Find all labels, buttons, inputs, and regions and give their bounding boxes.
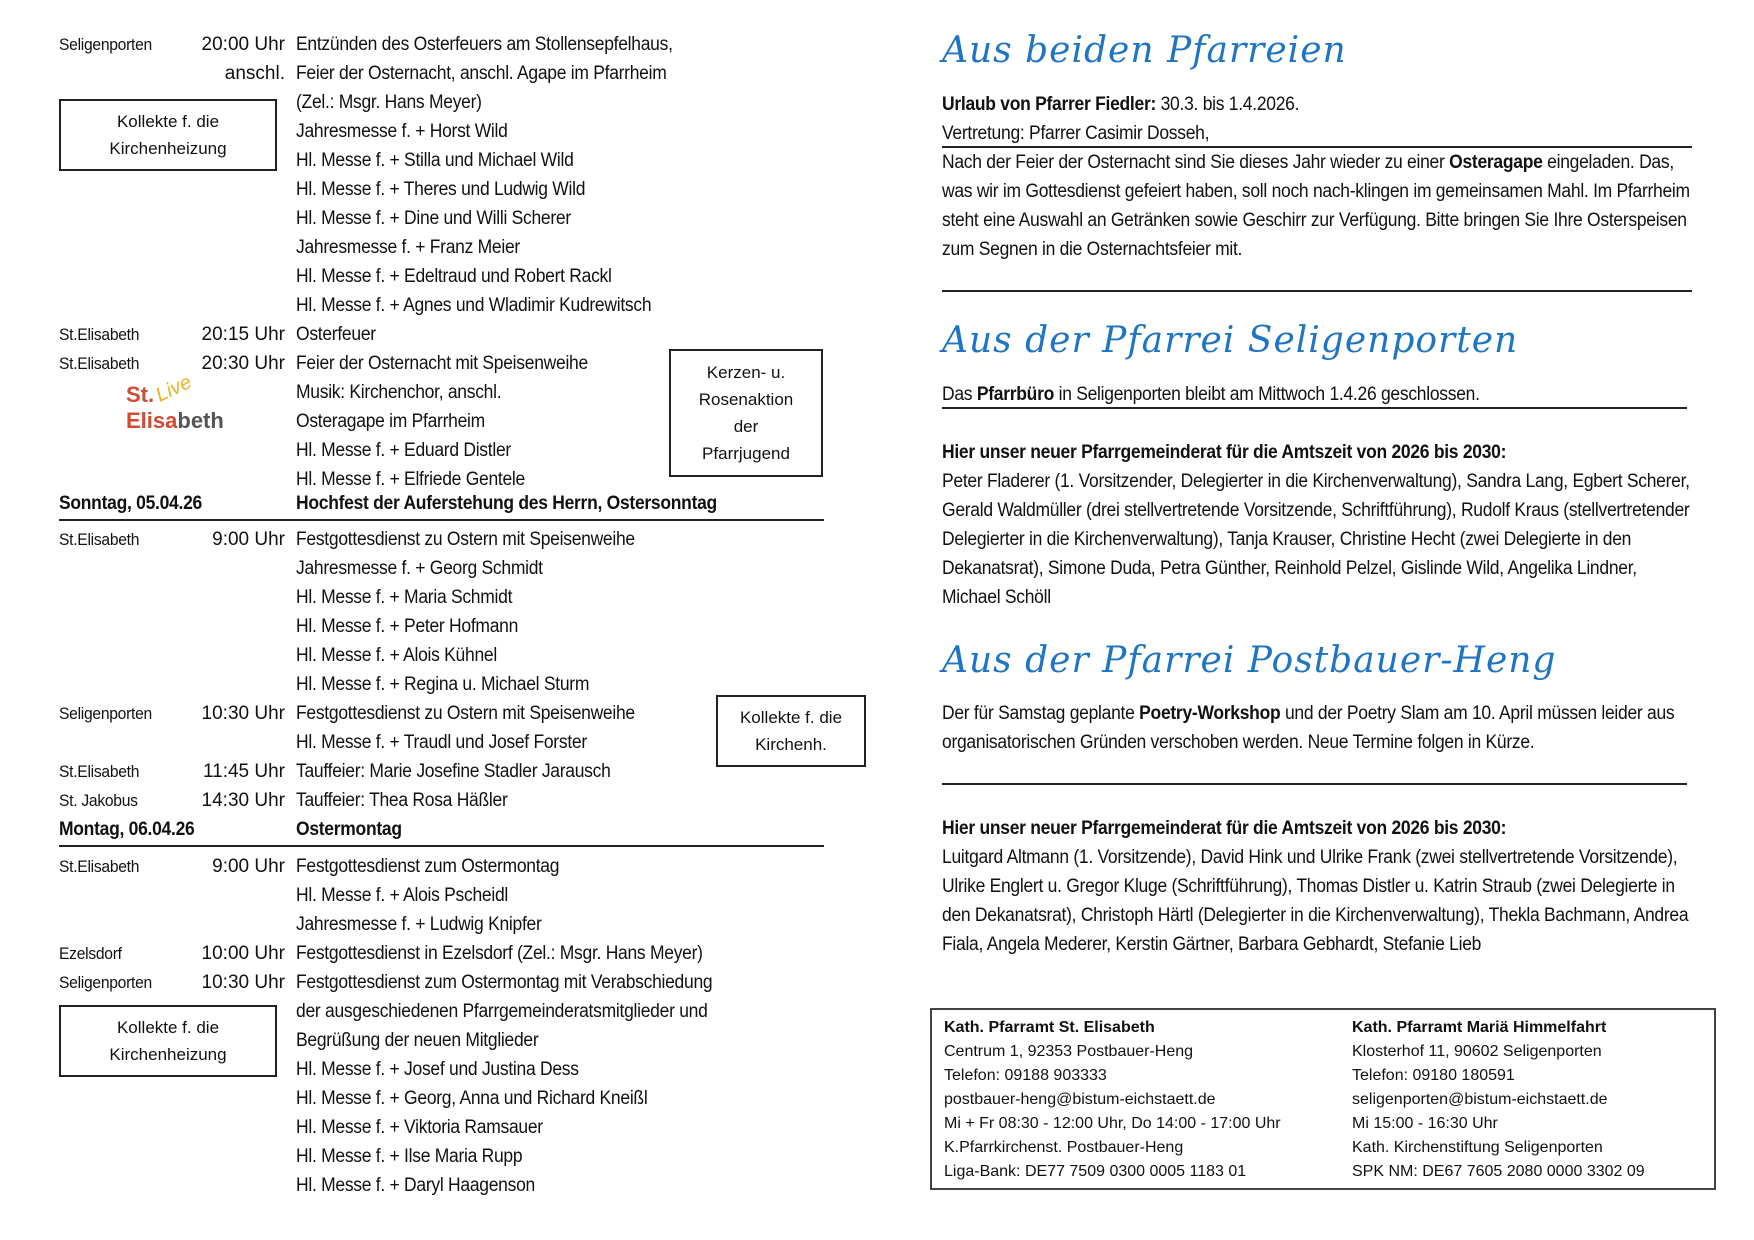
row-text: Begrüßung der neuen Mitglieder xyxy=(296,1030,539,1051)
contact-title: Kath. Pfarramt Mariä Himmelfahrt xyxy=(1352,1019,1607,1036)
pgr-text-seligenporten: Peter Fladerer (1. Vorsitzender, Delegierter in die Kirchenverwaltung), Sandra Lang, Egbert Scherer, Gerald Waldmüller (drei stellvertretende Vorsitzende, Schriftführung), Rudolf Kraus (stellvertretender Delegierter in die Kirchenverwaltung), Tanja Krauser, Christine Hecht (zwei Delegierte in den Dekanatsrat), Simone Duda, Petra Günther, Reinhold Pelzel, Gislinde Wild, Angelika Lindner, Michael Schöll xyxy=(942,471,1690,608)
pfarrbuero-line xyxy=(942,380,1480,409)
row-text: Osterfeuer xyxy=(296,324,376,345)
st-elisabeth-logo xyxy=(126,371,226,440)
buero-bold: Pfarrbüro xyxy=(976,384,1055,405)
contact-mariae-himmelfahrt xyxy=(1352,1016,1645,1184)
buero-text-b: in Seligenporten bleibt am Mittwoch 1.4.26 geschlossen. xyxy=(1054,384,1480,405)
row-text: der ausgeschiedenen Pfarrgemeinderatsmitglieder und xyxy=(296,1001,708,1022)
osteragape-bold: Osteragape xyxy=(1449,152,1543,173)
contact-line: Klosterhof 11, 90602 Seligenporten xyxy=(1352,1043,1602,1060)
row-time: 9:00 Uhr xyxy=(212,856,285,877)
row-location: Seligenporten xyxy=(59,35,152,54)
logo-elisa: Elisa xyxy=(126,408,178,433)
row-text: Hl. Messe f. + Stilla und Michael Wild xyxy=(296,150,574,171)
monday-header-title: Ostermontag xyxy=(296,819,402,840)
monday-header-date: Montag, 06.04.26 xyxy=(59,819,195,840)
kerzen-line: Pfarrjugend xyxy=(702,444,790,463)
row-text: Festgottesdienst zu Ostern mit Speisenweihe xyxy=(296,703,635,724)
buero-text-a: Das xyxy=(942,384,977,405)
row-text: (Zel.: Msgr. Hans Meyer) xyxy=(296,92,482,113)
row-location: Seligenporten xyxy=(59,973,152,992)
row-text: Tauffeier: Marie Josefine Stadler Jarausch xyxy=(296,761,611,782)
row-text: Festgottesdienst zum Ostermontag mit Verabschiedung xyxy=(296,972,713,993)
pgr-title-seligenporten: Hier unser neuer Pfarrgemeinderat für die Amtszeit von 2026 bis 2030: xyxy=(942,442,1507,463)
row-text: Musik: Kirchenchor, anschl. xyxy=(296,382,502,403)
logo-beth: beth xyxy=(177,408,224,433)
kollekte-box-3 xyxy=(59,1005,277,1077)
contact-line: Telefon: 09180 180591 xyxy=(1352,1067,1515,1084)
row-time: 10:30 Uhr xyxy=(201,703,285,724)
contact-line[interactable]: seligenporten@bistum-eichstaett.de xyxy=(1352,1091,1608,1108)
vertretung-line: Vertretung: Pfarrer Casimir Dosseh, xyxy=(942,123,1210,144)
kollekte-line: Kollekte f. die xyxy=(739,708,843,727)
row-time: 11:45 Uhr xyxy=(202,761,285,782)
row-text: Entzünden des Osterfeuers am Stollensepfelhaus, xyxy=(296,34,673,55)
row-text: Hl. Messe f. + Traudl und Josef Forster xyxy=(296,732,587,753)
row-location: St.Elisabeth xyxy=(59,762,140,781)
row-text: Tauffeier: Thea Rosa Häßler xyxy=(296,790,508,811)
row-text: Jahresmesse f. + Georg Schmidt xyxy=(296,558,543,579)
contact-line: Mi + Fr 08:30 - 12:00 Uhr, Do 14:00 - 17:00 Uhr xyxy=(944,1115,1281,1132)
row-text: Hl. Messe f. + Regina u. Michael Sturm xyxy=(296,674,590,695)
pgr-title-postbauer: Hier unser neuer Pfarrgemeinderat für die Amtszeit von 2026 bis 2030: xyxy=(942,818,1507,839)
contact-line: SPK NM: DE67 7605 2080 0000 3302 09 xyxy=(1352,1163,1645,1180)
row-time: 20:30 Uhr xyxy=(201,353,285,374)
contact-line: K.Pfarrkirchenst. Postbauer-Heng xyxy=(944,1139,1184,1156)
divider xyxy=(942,407,1687,409)
kollekte-line: Kollekte f. die xyxy=(116,1018,220,1037)
contact-line: Kath. Kirchenstiftung Seligenporten xyxy=(1352,1139,1603,1156)
row-text: Festgottesdienst zum Ostermontag xyxy=(296,856,560,877)
row-location: St.Elisabeth xyxy=(59,325,140,344)
logo-st: St. xyxy=(126,382,155,407)
kollekte-line: Kirchenh. xyxy=(755,735,827,754)
row-time: 9:00 Uhr xyxy=(212,529,285,550)
contact-st-elisabeth xyxy=(944,1016,1281,1184)
heading-postbauer-heng: Aus der Pfarrei Postbauer-Heng xyxy=(942,640,1557,681)
row-location: St.Elisabeth xyxy=(59,857,140,876)
row-text: Feier der Osternacht, anschl. Agape im Pfarrheim xyxy=(296,63,667,84)
urlaub-label: Urlaub von Pfarrer Fiedler: xyxy=(942,94,1157,115)
row-text: Hl. Messe f. + Viktoria Ramsauer xyxy=(296,1117,543,1138)
kollekte-line: Kollekte f. die xyxy=(116,112,220,131)
row-text: Hl. Messe f. + Alois Pscheidl xyxy=(296,885,509,906)
heading-aus-beiden-pfarreien: Aus beiden Pfarreien xyxy=(942,30,1347,71)
kerzen-line: Kerzen- u. xyxy=(706,363,786,382)
row-location: St. Jakobus xyxy=(59,791,138,810)
row-text: Jahresmesse f. + Franz Meier xyxy=(296,237,520,258)
row-time: 10:30 Uhr xyxy=(201,972,285,993)
contact-title: Kath. Pfarramt St. Elisabeth xyxy=(944,1019,1155,1036)
contact-line: Telefon: 09188 903333 xyxy=(944,1067,1107,1084)
kollekte-box-1 xyxy=(59,99,277,171)
contact-line[interactable]: postbauer-heng@bistum-eichstaett.de xyxy=(944,1091,1216,1108)
poetry-paragraph xyxy=(942,699,1692,757)
row-text: Jahresmesse f. + Ludwig Knipfer xyxy=(296,914,542,935)
urlaub-dates: 30.3. bis 1.4.2026. xyxy=(1156,94,1300,115)
poetry-text-a: Der für Samstag geplante xyxy=(942,703,1140,724)
kerzen-line: Rosenaktion xyxy=(698,390,794,409)
divider xyxy=(59,845,824,847)
sunday-header-date: Sonntag, 05.04.26 xyxy=(59,493,202,514)
osteragape-text-a: Nach der Feier der Osternacht sind Sie dieses Jahr wieder zu einer xyxy=(942,152,1450,173)
row-time: 20:15 Uhr xyxy=(201,324,285,345)
kollekte-line: Kirchenheizung xyxy=(109,139,227,158)
row-location: St.Elisabeth xyxy=(59,530,140,549)
osteragape-paragraph xyxy=(942,148,1692,264)
row-text: Hl. Messe f. + Georg, Anna und Richard Kneißl xyxy=(296,1088,648,1109)
row-text: Hl. Messe f. + Agnes und Wladimir Kudrewitsch xyxy=(296,295,652,316)
row-text: Hl. Messe f. + Alois Kühnel xyxy=(296,645,497,666)
row-text: Hl. Messe f. + Elfriede Gentele xyxy=(296,469,525,490)
urlaub-line xyxy=(942,90,1299,119)
contact-box xyxy=(930,1008,1716,1190)
divider xyxy=(942,783,1687,785)
row-location: Ezelsdorf xyxy=(59,944,122,963)
row-text: Hl. Messe f. + Edeltraud und Robert Rackl xyxy=(296,266,612,287)
row-text: Hl. Messe f. + Daryl Haagenson xyxy=(296,1175,535,1196)
row-time: 10:00 Uhr xyxy=(201,943,285,964)
osteragape-text-b: eingeladen. Das, was wir im Gottesdienst gefeiert haben, soll noch nach-klingen im gemeinsamen Mahl. Im Pfarrheim steht eine Auswahl an Getränken sowie Geschirr zur Verfügung. Bitte bringen Sie Ihre Osterspeisen zum Segnen in die Osternachtsfeier mit. xyxy=(942,152,1690,260)
row-text: Festgottesdienst zu Ostern mit Speisenweihe xyxy=(296,529,635,550)
row-text: Hl. Messe f. + Ilse Maria Rupp xyxy=(296,1146,523,1167)
row-time: 20:00 Uhr xyxy=(201,34,285,55)
kollekte-line: Kirchenheizung xyxy=(109,1045,227,1064)
row-text: Hl. Messe f. + Maria Schmidt xyxy=(296,587,513,608)
kerzen-line: der xyxy=(733,417,759,436)
sunday-header-title: Hochfest der Auferstehung des Herrn, Ostersonntag xyxy=(296,493,717,514)
kerzen-box xyxy=(669,349,823,477)
row-location: St.Elisabeth xyxy=(59,354,140,373)
heading-seligenporten: Aus der Pfarrei Seligenporten xyxy=(942,320,1519,361)
row-text: Jahresmesse f. + Horst Wild xyxy=(296,121,508,142)
row-text: Hl. Messe f. + Eduard Distler xyxy=(296,440,511,461)
contact-line: Liga-Bank: DE77 7509 0300 0005 1183 01 xyxy=(944,1163,1247,1180)
contact-line: Centrum 1, 92353 Postbauer-Heng xyxy=(944,1043,1194,1060)
row-text: Hl. Messe f. + Dine und Willi Scherer xyxy=(296,208,571,229)
contact-line: Mi 15:00 - 16:30 Uhr xyxy=(1352,1115,1498,1132)
divider xyxy=(942,290,1692,292)
row-text: Festgottesdienst in Ezelsdorf (Zel.: Msgr. Hans Meyer) xyxy=(296,943,703,964)
row-time: 14:30 Uhr xyxy=(201,790,285,811)
row-text: Osteragape im Pfarrheim xyxy=(296,411,485,432)
pgr-text-postbauer: Luitgard Altmann (1. Vorsitzende), David Hink und Ulrike Frank (zwei stellvertretende Vorsitzende), Ulrike Englert u. Gregor Kluge (Schriftführung), Thomas Distler u. Katrin Straub (zwei Delegierte in den Dekanatsrat), Christoph Härtl (Delegierter in die Kirchenverwaltung), Thekla Bachmann, Andrea Fiala, Angela Mederer, Kerstin Gärtner, Barbara Gebhardt, Stefanie Lieb xyxy=(942,847,1689,955)
row-text: Feier der Osternacht mit Speisenweihe xyxy=(296,353,588,374)
logo-live: Live xyxy=(152,371,195,407)
row-location: Seligenporten xyxy=(59,704,152,723)
row-time: anschl. xyxy=(224,63,285,84)
poetry-bold: Poetry-Workshop xyxy=(1139,703,1281,724)
poetry-text-b: und der Poetry Slam am 10. April müssen leider aus organisatorischen Gründen verschoben werden. Neue Termine folgen in Kürze. xyxy=(942,703,1675,753)
row-text: Hl. Messe f. + Peter Hofmann xyxy=(296,616,519,637)
row-text: Hl. Messe f. + Josef und Justina Dess xyxy=(296,1059,579,1080)
kollekte-box-2 xyxy=(716,695,866,767)
row-text: Hl. Messe f. + Theres und Ludwig Wild xyxy=(296,179,586,200)
divider xyxy=(59,519,824,521)
